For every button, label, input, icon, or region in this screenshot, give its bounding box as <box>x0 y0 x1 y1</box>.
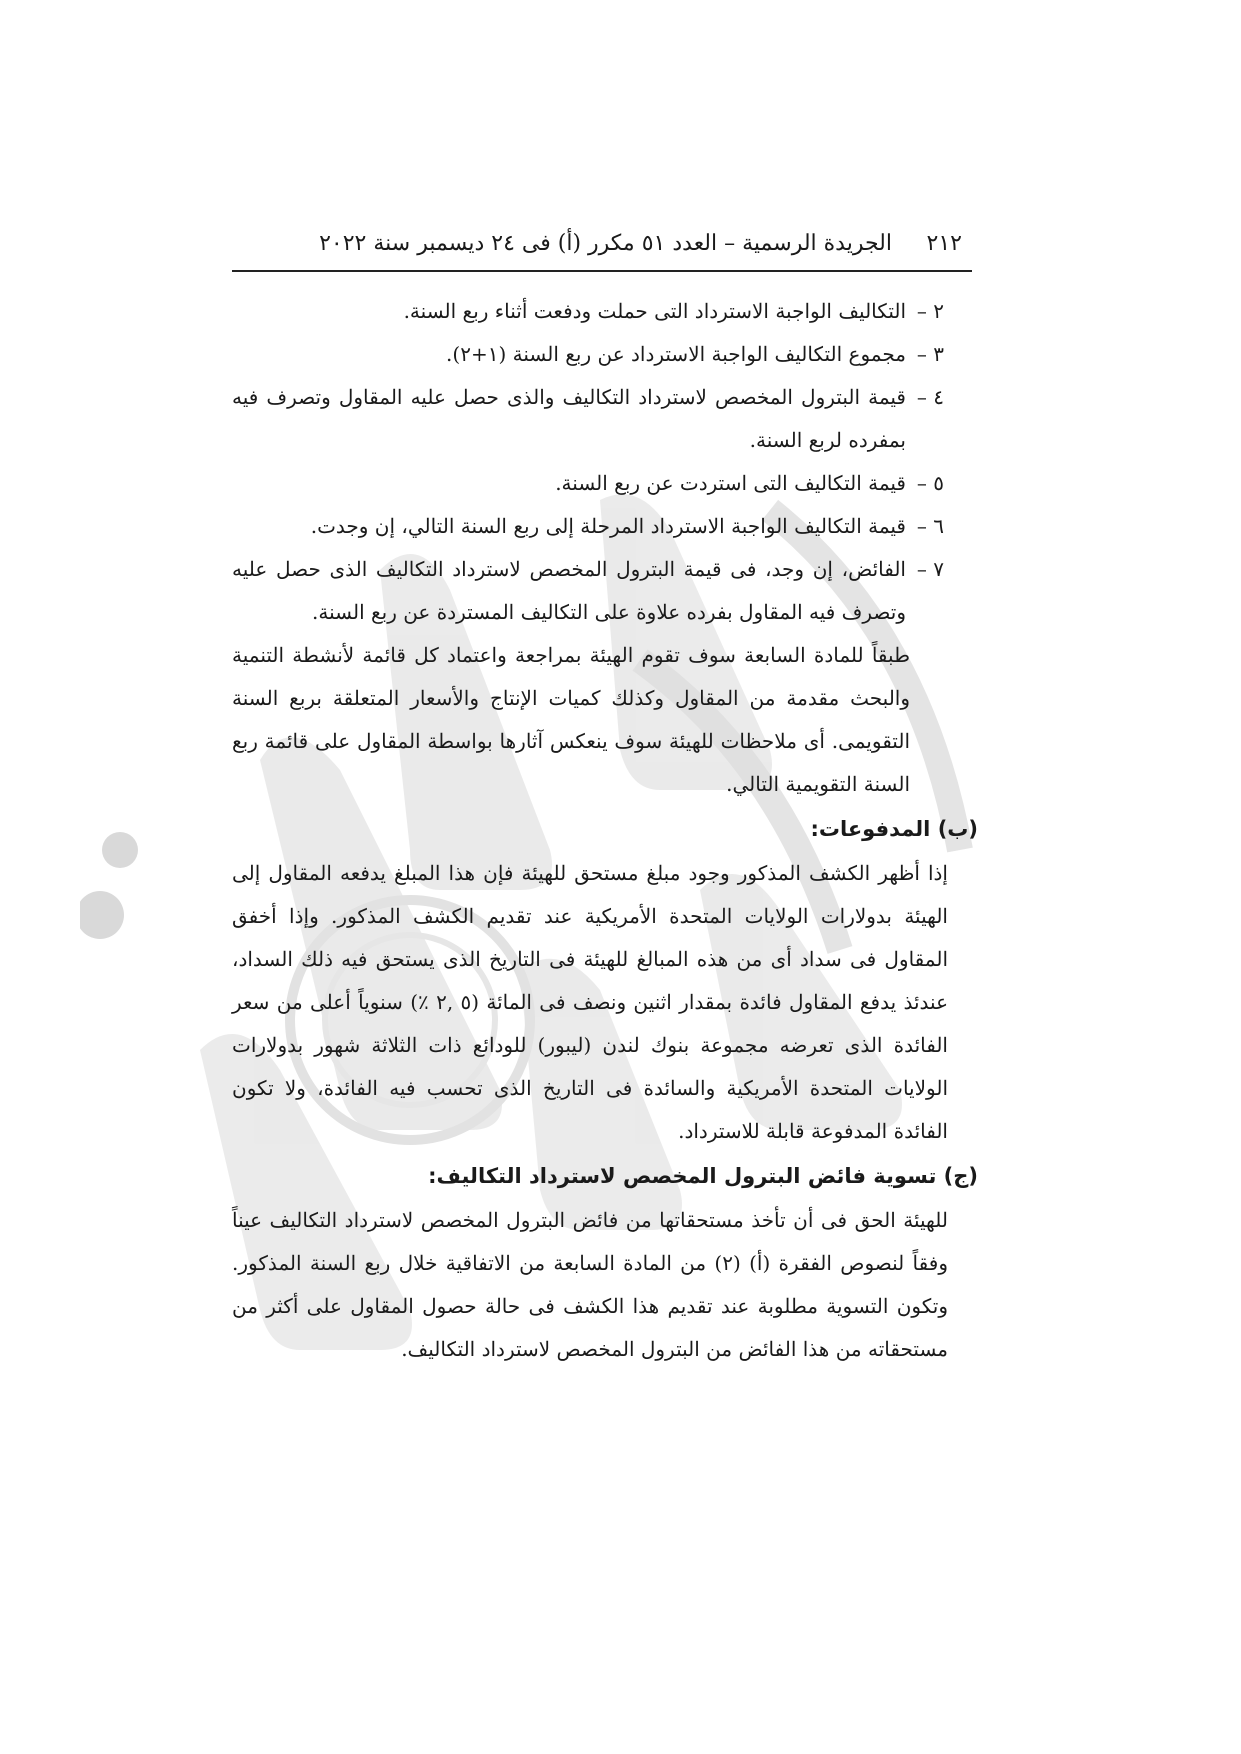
list-item <box>232 505 972 548</box>
section-b-title: (ب) المدفوعات: <box>810 817 978 841</box>
list-item <box>232 376 972 462</box>
item-text: قيمة التكاليف التى استردت عن ربع السنة. <box>555 471 906 495</box>
section-c-title: (ج) تسوية فائض البترول المخصص لاسترداد التكاليف: <box>428 1164 978 1188</box>
article7-paragraph: طبقاً للمادة السابعة سوف تقوم الهيئة بمراجعة واعتماد كل قائمة لأنشطة التنمية والبحث مقدمة من المقاول وكذلك كميات الإنتاج والأسعار المتعلقة بربع السنة التقويمى. أى ملاحظات للهيئة سوف ينعكس آثارها بواسطة المقاول على قائمة ربع السنة التقويمية التالي. <box>232 643 910 796</box>
list-item <box>232 333 972 376</box>
item-number: ٢ – <box>916 299 944 323</box>
list-item <box>232 290 972 333</box>
header-rule <box>232 270 972 272</box>
item-number: ٣ – <box>916 342 944 366</box>
item-number: ٦ – <box>916 514 944 538</box>
item-text: مجموع التكاليف الواجبة الاسترداد عن ربع السنة (١+٢). <box>446 342 906 366</box>
item-text: قيمة التكاليف الواجبة الاسترداد المرحلة إلى ربع السنة التالي، إن وجدت. <box>310 514 906 538</box>
section-c-paragraph: للهيئة الحق فى أن تأخذ مستحقاتها من فائض البترول المخصص لاسترداد التكاليف عيناً وفقاً لنصوص الفقرة (أ) (٢) من المادة السابعة من الاتفاقية خلال ربع السنة المذكور. وتكون التسوية مطلوبة عند تقديم هذا الكشف فى حالة حصول المقاول على أكثر من مستحقاته من هذا الفائض من البترول المخصص لاسترداد التكاليف. <box>232 1208 948 1361</box>
page-number: ٢١٢ <box>926 231 962 256</box>
page-header <box>232 222 972 266</box>
section-b-paragraph: إذا أظهر الكشف المذكور وجود مبلغ مستحق للهيئة فإن هذا المبلغ يدفعه المقاول إلى الهيئة بدولارات الولايات المتحدة الأمريكية عند تقديم الكشف المذكور. وإذا أخفق المقاول فى سداد أى من هذه المبالغ للهيئة فى التاريخ الذى يستحق فيه ذلك السداد، عندئذ يدفع المقاول فائدة بمقدار اثنين ونصف فى المائة (٥ ,٢ ٪) سنوياً أعلى من سعر الفائدة الذى تعرضه مجموعة بنوك لندن (ليبور) للودائع ذات الثلاثة شهور بدولارات الولايات المتحدة الأمريكية والسائدة فى التاريخ الذى تحسب فيه الفائدة، ولا تكون الفائدة المدفوعة قابلة للاسترداد. <box>232 861 949 1143</box>
item-text: قيمة البترول المخصص لاسترداد التكاليف والذى حصل عليه المقاول وتصرف فيه بمفرده لربع السنة. <box>232 385 906 452</box>
item-number: ٥ – <box>916 471 944 495</box>
item-text: الفائض، إن وجد، فى قيمة البترول المخصص لاسترداد التكاليف الذى حصل عليه وتصرف فيه المقاول بفرده علاوة على التكاليف المستردة عن ربع السنة. <box>232 557 906 624</box>
list-item <box>232 548 972 634</box>
page-content <box>232 222 978 1371</box>
statement-items-list <box>232 290 972 634</box>
item-text: التكاليف الواجبة الاسترداد التى حملت ودفعت أثناء ربع السنة. <box>403 299 906 323</box>
item-number: ٤ – <box>916 385 944 409</box>
list-item <box>232 462 972 505</box>
header-title: الجريدة الرسمية – العدد ٥١ مكرر (أ) فى ٢٤ ديسمبر سنة ٢٠٢٢ <box>319 231 892 256</box>
item-number: ٧ – <box>916 557 944 581</box>
